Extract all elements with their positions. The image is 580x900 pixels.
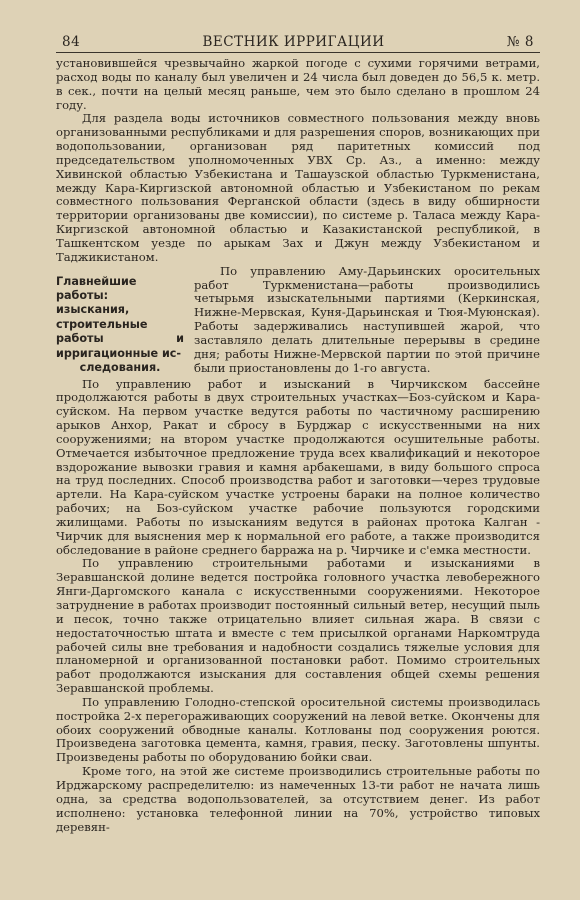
- page-number: 84: [62, 34, 81, 50]
- article-body: [56, 57, 540, 834]
- issue-number: № 8: [506, 34, 534, 50]
- sidebar-heading-last: следования.: [79, 361, 161, 375]
- journal-title: ВЕСТНИК ИРРИГАЦИИ: [202, 34, 385, 50]
- paragraph-irjar: Кроме того, на этой же системе производились строительные работы по Ирджарскому распределителю: из намеченных 13-ти работ не начата лишь одна, за средства водопользователей, за отсутствием денег. Из работ исполнено: установка телефонной линии на 70%, устройство типовых деревян-: [56, 764, 540, 834]
- paragraph-golodnaya-steppe: По управлению Голодно-степской оросительной системы производилась постройка 2-х перегораживающих сооружений на левой ветке. Окончены для обоих сооружений обводные каналы. Котлованы под сооружения роются. Произведена заготовка цемента, камня, гравия, песку. Заготовлены шпунты. Произведены работы по оборудованию бойки сваи.: [56, 694, 540, 765]
- paragraph-amu-darya: По управлению Аму-Дарьинских оросительных работ Туркменистана—работы производились четырьмя изыскательными партиями (Керкинская, Нижне-Мервская, Куня-Дарьинская и Тюя-Муюнская). Работы задерживались наступившей жарой, что заставляло делать длительные перерывы в средине дня; работы Нижне-Мервской партии по этой причине были приостановлены до 1-го августа.: [194, 264, 540, 375]
- section-main-works: [56, 265, 540, 378]
- paragraph-zeravshan: По управлению строительными работами и изысканиями в Зеравшанской долине ведется постройка головного участка левобережного Янги-Даргомского канала с искусственными сооружениями. Некоторое затруднение в работах производит постоянный сильный ветер, несущий пыль и песок, точно также отрицательно влияет сильная жара. В связи с недостаточностью штата и вместе с тем присылкой органами Наркомтруда рабочей силы вне требования и надобности создались тяжелые условия для планомерной и организованной постановки работ. Помимо строительных работ продолжаются изыскания для составления общей схемы решения Зеравшанской проблемы.: [56, 556, 540, 696]
- sidebar-heading-text: Главнейшие работы: изыскания, строительные работы и ирригационные ис-: [56, 274, 184, 360]
- paragraph-commissions: Для раздела воды источников совместного пользования между вновь организованными республиками и для разрешения споров, возникающих при водопользовании, организован ряд паритетных комиссий под председательством уполномоченных УВХ Ср. Аз., а именно: между Хивинской областью Узбекистана и Ташаузской областью Туркменистана, между Кара-Киргизской автономной областью и Узбекистаном по рекам совместного пользования Ферганской области (здесь в виду обширности территории организованы две комиссии), по системе р. Таласа между Кара-Киргизской автономной областью и Казакистанской республикой, в Ташкентском уезде по арыкам Зах и Джун между Узбекистаном и Таджикистаном.: [56, 111, 540, 264]
- paragraph-weather: установившейся чрезвычайно жаркой погоде с сухими горячими ветрами, расход воды по каналу был увеличен и 24 числа был доведен до 56,5 к. метр. в сек., почти на целый месяц раньше, чем это было сделано в прошлом 24 году.: [56, 56, 540, 112]
- paragraph-chirchik: По управлению работ и изысканий в Чирчикском бассейне продолжаются работы в двух строительных участках—Боз-суйском и Кара-суйском. На первом участке ведутся работы по частичному расширению арыков Анхор, Ракат и сбросу в Бурджар с искусственными на них сооружениями; на втором участке продолжаются осушительные работы. Отмечается избыточное предложение труда всех квалификаций и некоторое вздорожание вывозки гравия и камня арбакешами, в виду большого спроса на труд последних. Способ производства работ и заготовки—через трудовые артели. На Кара-суйском участке устроены бараки на полное количество рабочих; на Боз-суйском участке рабочие пользуются городскими жилищами. Работы по изысканиям ведутся в районах протока Калган - Чирчик для выяснения мер к нормальной его работе, а также производится обследование в районе среднего барража на р. Чирчике и с'емка местности.: [56, 376, 540, 557]
- sidebar-heading: [56, 275, 184, 376]
- page-header: [56, 34, 540, 53]
